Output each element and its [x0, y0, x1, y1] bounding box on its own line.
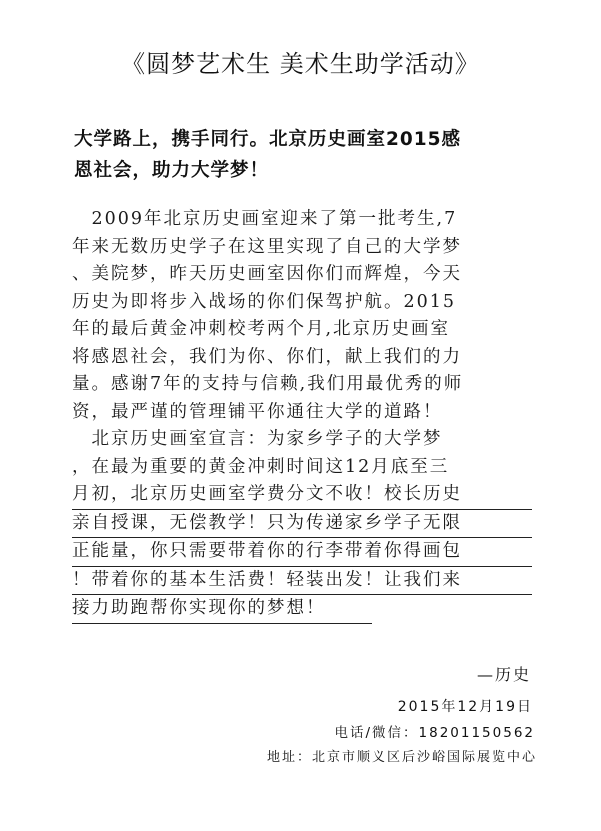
subtitle-line-2: 恩社会，助力大学梦！	[74, 160, 270, 181]
body-line-underlined: 接力助跑帮你实现你的梦想！	[72, 595, 372, 624]
body-line: 年的最后黄金冲刺校考两个月,北京历史画室	[72, 319, 451, 339]
body-line: 、美院梦，昨天历史画室因你们而辉煌，今天	[72, 264, 462, 284]
body-line-underlined: 正能量，你只需要带着你的行李带着你得画包	[72, 538, 532, 567]
handwritten-body	[72, 206, 532, 624]
body-line: 量。感谢7年的支持与信赖,我们用最优秀的师	[72, 374, 464, 394]
body-line: 年来无数历史学子在这里实现了自己的大学梦	[72, 236, 462, 257]
body-line: 将感恩社会，我们为你、你们，献上我们的力	[72, 346, 462, 367]
body-line: 2009年北京历史画室迎来了第一批考生,7	[72, 209, 458, 229]
contact-phone: 电话/微信：18201150562	[334, 725, 535, 741]
body-line-underlined: ！带着你的基本生活费！轻装出发！让我们来	[72, 567, 532, 596]
subtitle-line-1: 大学路上，携手同行。北京历史画室2015感	[74, 129, 461, 150]
body-line: 资，最严谨的管理铺平你通往大学的道路！	[72, 401, 443, 422]
signature: —历史	[476, 665, 531, 684]
body-line-underlined: 亲自授课，无偿教学！只为传递家乡学子无限	[72, 510, 532, 539]
body-line: 北京历史画室宣言：为家乡学子的大学梦	[72, 429, 443, 449]
body-line: ，在最为重要的黄金冲刺时间这12月底至三	[72, 456, 450, 477]
body-line-underlined: 月初，北京历史画室学费分文不收！校长历史	[72, 481, 532, 510]
address: 地址：北京市顺义区后沙峪国际展览中心	[266, 750, 537, 765]
subtitle	[74, 124, 544, 186]
body-line: 历史为即将步入战场的你们保驾护航。2015	[72, 291, 457, 312]
page-title: 《圆梦艺术生 美术生助学活动》	[121, 50, 480, 78]
date: 2015年12月19日	[397, 699, 533, 715]
